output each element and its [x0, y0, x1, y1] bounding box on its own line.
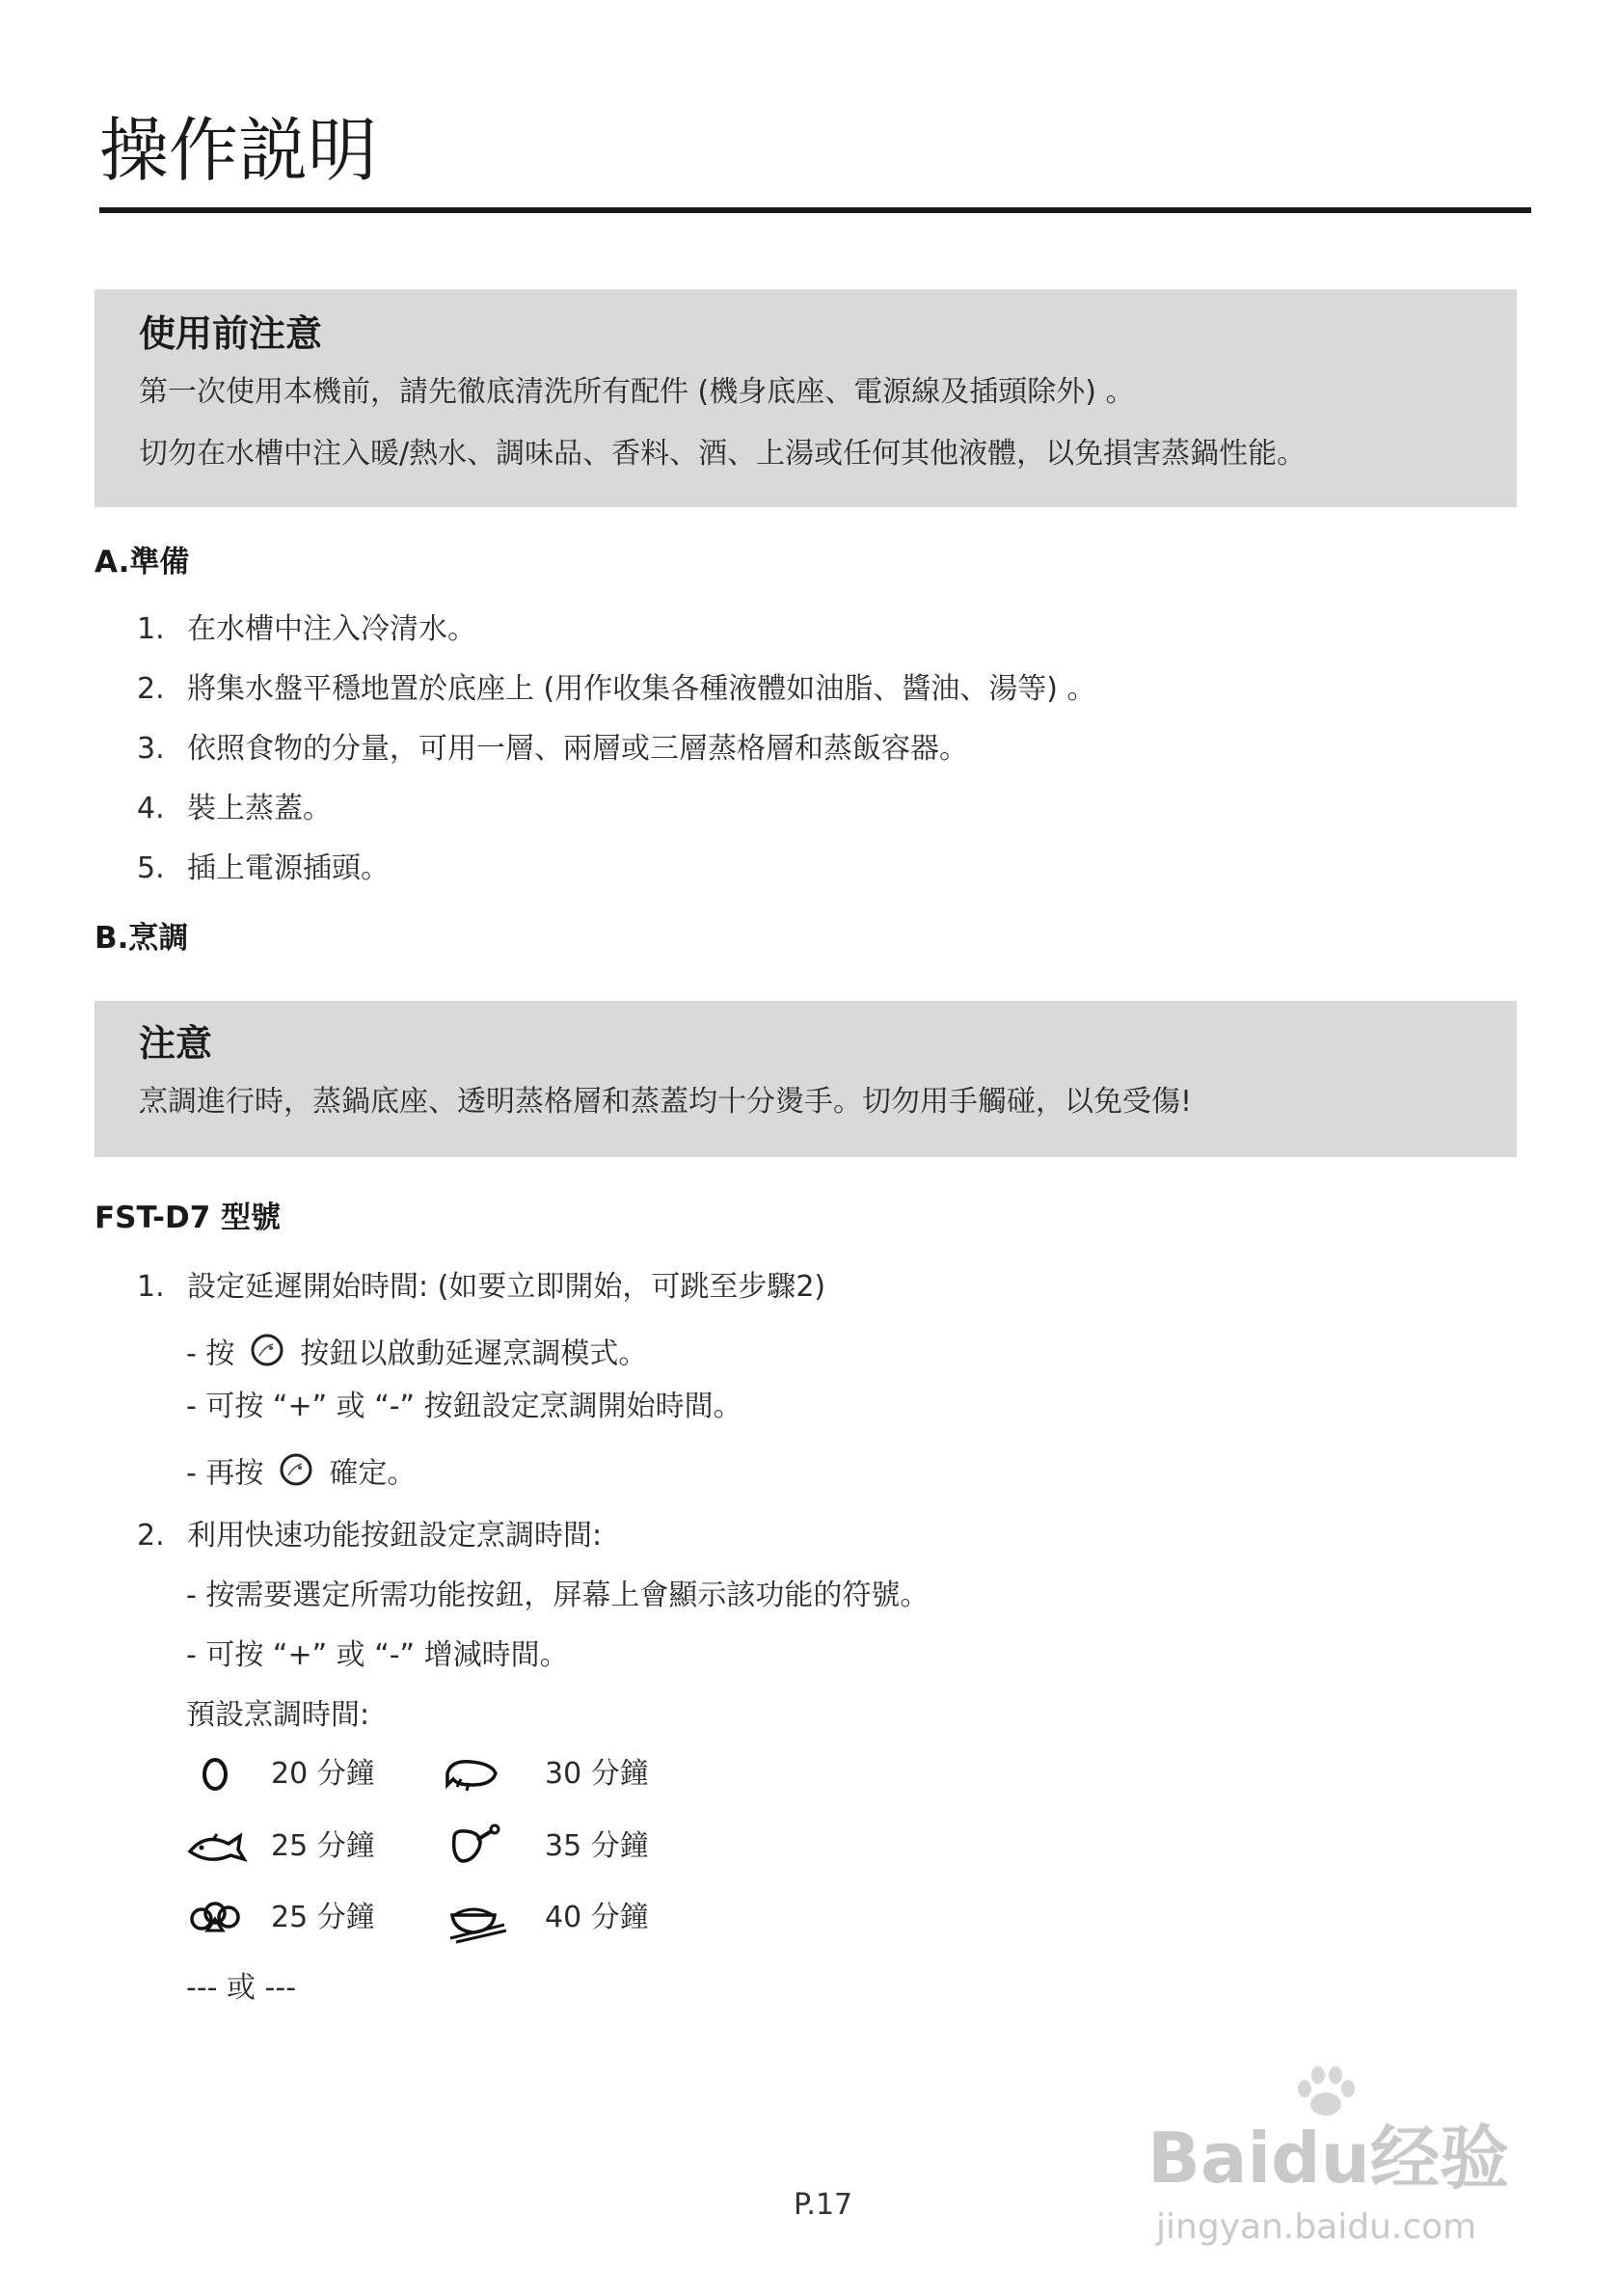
watermark-url: jingyan.baidu.com	[1156, 2207, 1477, 2247]
preset-time: 40 分鐘	[545, 1901, 649, 1934]
delay-timer-icon	[277, 1452, 315, 1497]
preset-time: 35 分鐘	[545, 1829, 649, 1863]
preset-time: 20 分鐘	[271, 1757, 375, 1791]
item-text: 裝上蒸蓋。	[187, 792, 332, 825]
item-number: 2.	[137, 1519, 165, 1553]
watermark	[1143, 2064, 1548, 2256]
title-divider	[99, 207, 1531, 213]
sub-text: 確定。	[329, 1456, 417, 1491]
notice-line: 第一次使用本機前，請先徹底清洗所有配件 (機身底座、電源線及插頭除外) 。	[139, 375, 1135, 409]
step-2	[137, 1519, 603, 1553]
item-number: 5.	[137, 851, 165, 885]
caution-heading: 注意	[139, 1022, 213, 1065]
notice-line: 切勿在水槽中注入暖/熱水、調味品、香料、酒、上湯或任何其他液體，以免損害蒸鍋性能。	[139, 437, 1307, 471]
sub-text: - 按	[186, 1337, 235, 1371]
list-item	[137, 851, 390, 885]
preset-time: 25 分鐘	[271, 1901, 375, 1934]
sub-text: 按鈕以啟動延遲烹調模式。	[300, 1337, 648, 1371]
step-1-sub-1	[186, 1333, 647, 1377]
item-text: 設定延遲開始時間: (如要立即開始，可跳至步驟2)	[187, 1270, 826, 1304]
preset-label: 預設烹調時間:	[186, 1698, 370, 1732]
step-1-sub-3	[186, 1452, 416, 1497]
vegetable-icon	[186, 1894, 248, 1944]
meat-leg-icon	[446, 1823, 504, 1873]
list-item	[137, 672, 1096, 706]
list-item	[137, 792, 332, 825]
notice-heading: 使用前注意	[139, 312, 323, 355]
item-text: 在水槽中注入冷清水。	[187, 612, 476, 646]
list-item	[137, 732, 968, 766]
list-item	[137, 612, 476, 646]
notice-box	[94, 289, 1517, 507]
watermark-brand: Baidu经验	[1147, 2118, 1509, 2199]
step-2-sub-2: - 可按 “+” 或 “-” 增減時間。	[186, 1638, 569, 1672]
step-1-sub-2: - 可按 “+” 或 “-” 按鈕設定烹調開始時間。	[186, 1390, 742, 1423]
item-number: 4.	[137, 792, 165, 825]
delay-timer-icon	[248, 1333, 286, 1377]
model-title: FST-D7 型號	[94, 1201, 282, 1235]
preset-time: 30 分鐘	[545, 1757, 649, 1791]
item-text: 插上電源插頭。	[187, 851, 390, 885]
step-2-sub-1: - 按需要選定所需功能按鈕，屏幕上會顯示該功能的符號。	[186, 1579, 930, 1612]
rice-bowl-icon	[446, 1894, 508, 1948]
paw-icon	[1287, 2064, 1364, 2121]
egg-icon	[198, 1750, 232, 1800]
item-number: 1.	[137, 1270, 165, 1304]
preset-time: 25 分鐘	[271, 1829, 375, 1863]
section-b-title: B.烹調	[94, 921, 189, 956]
chicken-icon	[442, 1750, 503, 1800]
step-1	[137, 1270, 826, 1304]
item-number: 2.	[137, 672, 165, 706]
page-number: P.17	[794, 2188, 853, 2222]
caution-text: 烹調進行時，蒸鍋底座、透明蒸格層和蒸蓋均十分燙手。切勿用手觸碰，以免受傷!	[139, 1085, 1193, 1119]
or-separator: --- 或 ---	[186, 1971, 297, 2005]
item-number: 1.	[137, 612, 165, 646]
page-title: 操作説明	[99, 110, 378, 191]
item-text: 將集水盤平穩地置於底座上 (用作收集各種液體如油脂、醬油、湯等) 。	[187, 672, 1096, 706]
item-number: 3.	[137, 732, 165, 766]
caution-box	[94, 1001, 1517, 1157]
section-a-title: A.準備	[94, 545, 190, 580]
sub-text: - 再按	[186, 1456, 264, 1491]
item-text: 依照食物的分量，可用一層、兩層或三層蒸格層和蒸飯容器。	[187, 732, 968, 766]
fish-icon	[186, 1823, 248, 1873]
item-text: 利用快速功能按鈕設定烹調時間:	[187, 1519, 603, 1553]
